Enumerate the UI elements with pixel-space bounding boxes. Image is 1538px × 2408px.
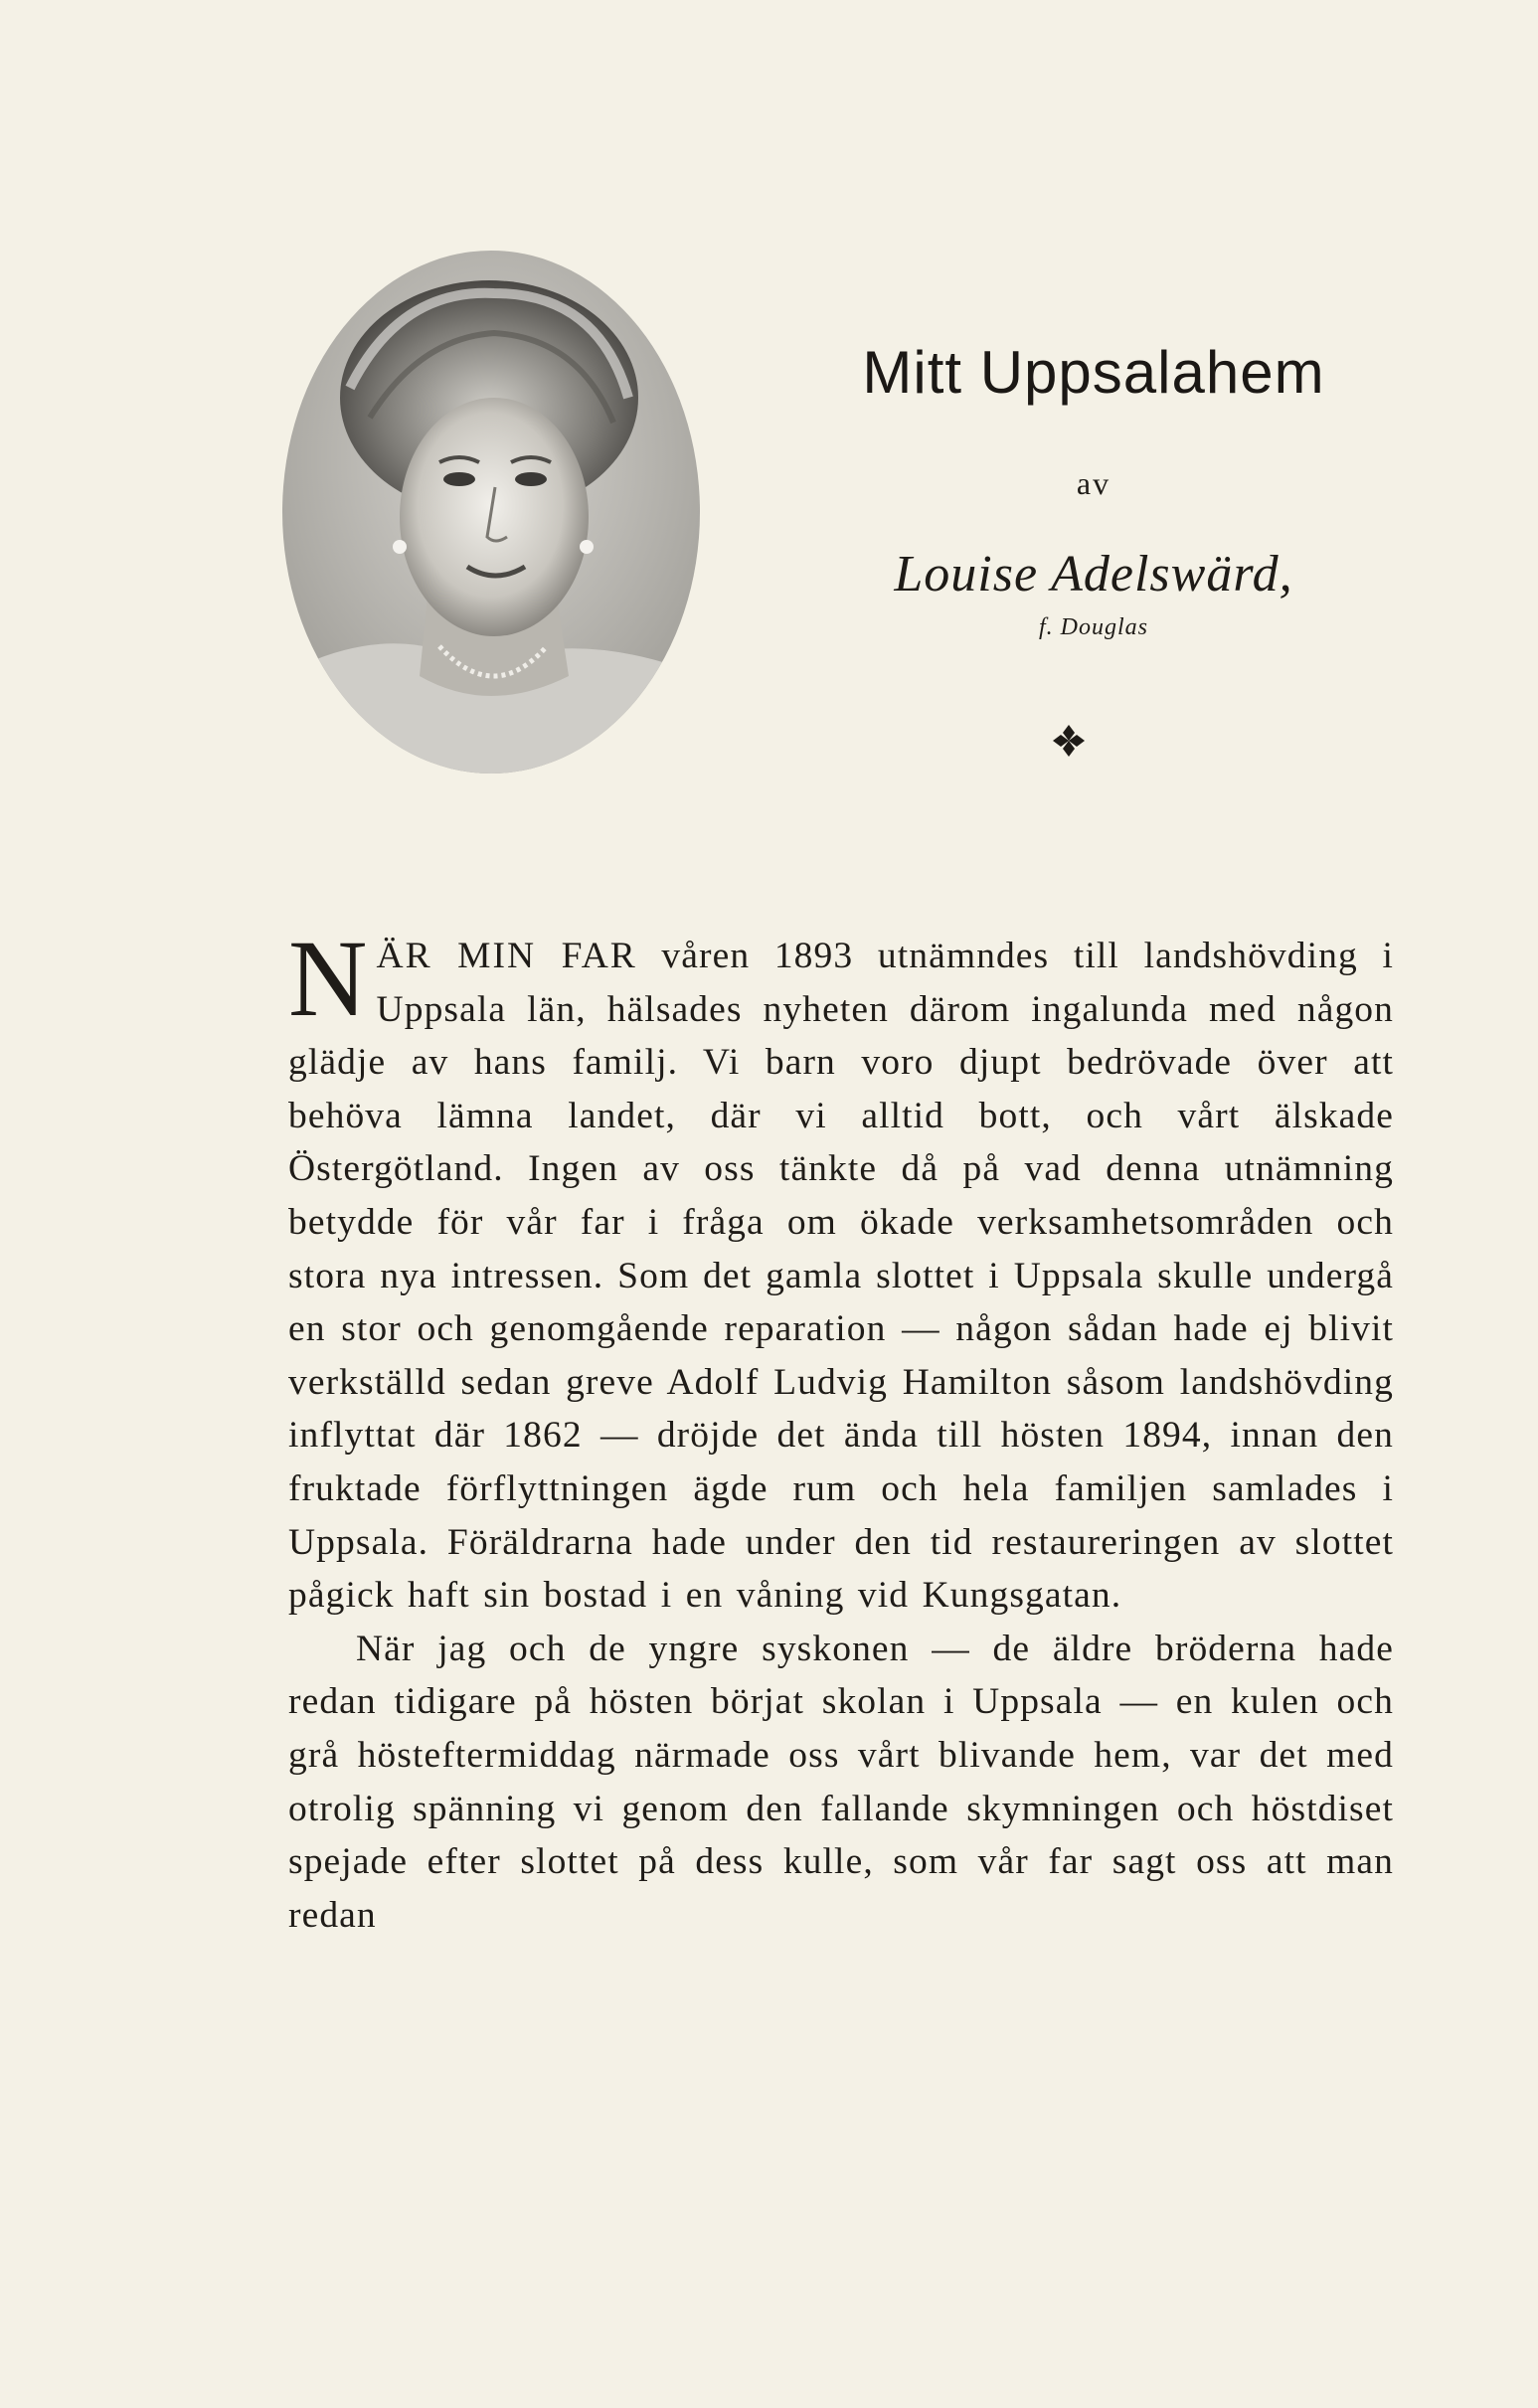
paragraph-1-text: våren 1893 utnämndes till landshövding i Uppsala län, hälsades nyheten därom ingalunda med någon glädje av hans familj. Vi barn voro djupt bedrövade över att behöva lämna landet, där vi alltid bott, och vårt älskade Östergötland. Ingen av oss tänkte då på vad denna utnämning betydde för vår far i fråga om ökade verksamhetsområden och stora nya intressen. Som det gamla slottet i Uppsala skulle undergå en stor och genomgående reparation — någon sådan hade ej blivit verkställd sedan greve Adolf Ludvig Hamilton såsom landshövding inflyttat där 1862 — dröjde det ända till hösten 1894, innan den fruktade förflyttningen ägde rum och hela familjen samlades i Uppsala. Föräldrarna hade under den tid restaureringen av slottet pågick haft sin bostad i en våning vid Kungsgatan.	[288, 936, 1394, 1617]
article-title: Mitt Uppsalahem	[862, 339, 1325, 406]
diamond-ornament-icon	[1049, 721, 1089, 761]
paragraph-1	[288, 918, 1394, 1623]
drop-cap: N	[288, 918, 369, 1039]
portrait-photo-icon	[280, 249, 703, 775]
author-maiden-name: f. Douglas	[1038, 614, 1148, 640]
paragraph-2: När jag och de yngre syskonen — de äldre bröderna hade redan tidigare på hösten börjat skolan i Uppsala — en kulen och grå hösteftermiddag närmade oss vårt blivande hem, var det med otrolig spänning vi genom den fallande skymningen och höstdiset spejade efter slottet på dess kulle, som vår far sagt oss att man redan	[288, 1628, 1394, 1936]
byline: av	[1076, 465, 1111, 501]
author-name: Louise Adelswärd,	[894, 546, 1293, 602]
author-portrait	[280, 249, 703, 775]
opening-caps: ÄR MIN FAR	[376, 936, 637, 976]
article-body	[288, 918, 1394, 1942]
